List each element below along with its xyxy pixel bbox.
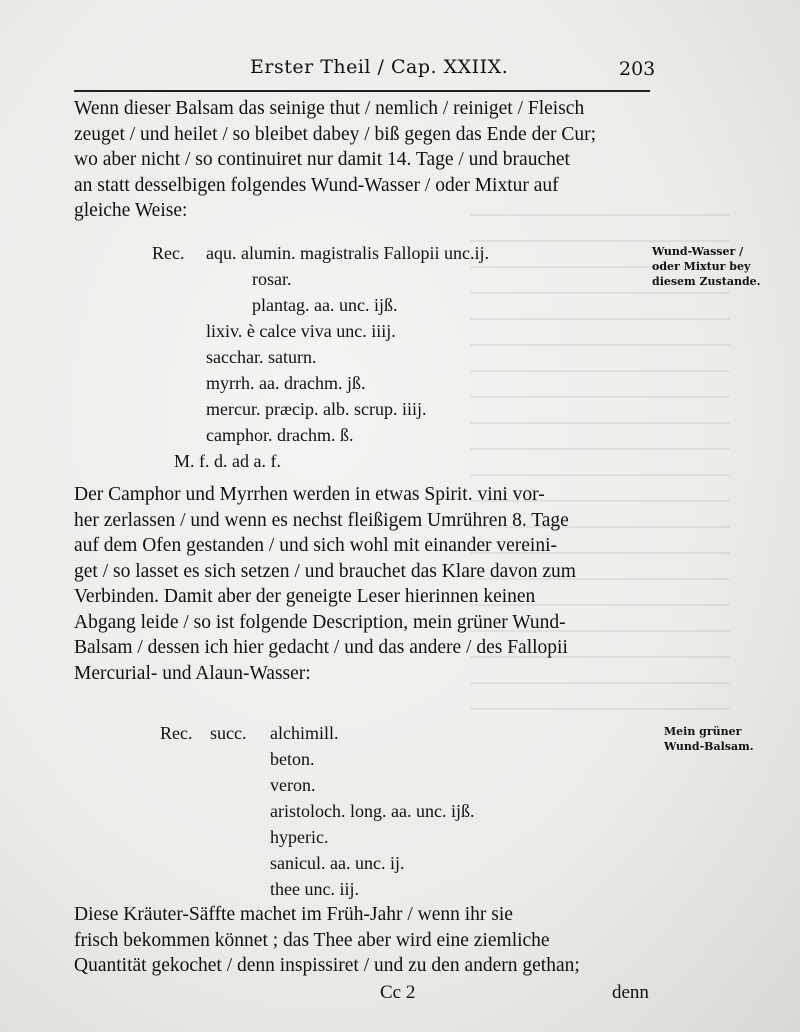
margin-note-line: Mein grüner: [664, 725, 742, 738]
ingredient: sanicul. aa. unc. ij.: [270, 853, 405, 873]
signature-mark: Cc 2: [380, 982, 416, 1003]
text-line: Diese Kräuter-Säffte machet im Früh-Jahr / wenn ihr sie: [74, 904, 513, 925]
margin-note-line: Wund-Balsam.: [664, 740, 754, 753]
recipe-row: [160, 876, 600, 902]
recipe-row: [152, 422, 612, 448]
paragraph-1: [74, 96, 654, 224]
ingredient: camphor. drachm. ß.: [206, 425, 354, 445]
text-line: zeuget / und heilet / so bleibet dabey / biß gegen das Ende der Cur;: [74, 123, 597, 145]
recipe-row: [152, 396, 612, 422]
catchword: denn: [612, 982, 649, 1003]
recipe-1: [152, 240, 612, 474]
text-line: Mercurial- und Alaun-Wasser:: [74, 662, 311, 684]
header-rule: [74, 90, 650, 92]
recipe-row: [152, 370, 612, 396]
ingredient: beton.: [270, 749, 315, 769]
ingredient: veron.: [270, 775, 316, 795]
recipe-row: [152, 344, 612, 370]
recipe-2: [160, 720, 600, 902]
recipe-row: [152, 318, 612, 344]
recipe-row: [160, 824, 600, 850]
recipe-row: [152, 266, 612, 292]
text-line: Der Camphor und Myrrhen werden in etwas Spirit. vini vor-: [74, 484, 545, 505]
text-line: Abgang leide / so ist folgende Description, mein grüner Wund-: [74, 611, 566, 633]
margin-note-wund-wasser: [652, 244, 760, 289]
recipe-closing: M. f. d. ad a. f.: [174, 451, 281, 471]
rec-label: Rec.: [152, 243, 185, 263]
page-header: [74, 56, 654, 86]
page-number: 203: [619, 58, 656, 80]
text-line: her zerlassen / und wenn es nechst fleißigem Umrühren 8. Tage: [74, 509, 569, 531]
ingredient-prefix: succ.: [210, 723, 247, 743]
ingredient: aqu. alumin. magistralis Fallopii unc.ij.: [206, 243, 489, 263]
text-line: Wenn dieser Balsam das seinige thut / nemlich / reiniget / Fleisch: [74, 98, 585, 119]
text-line: Balsam / dessen ich hier gedacht / und das andere / des Fallopii: [74, 637, 568, 658]
ingredient: lixiv. è calce viva unc. iiij.: [206, 321, 396, 341]
recipe-row: [152, 240, 612, 266]
ingredient: mercur. præcip. alb. scrup. iiij.: [206, 399, 427, 419]
ingredient: thee unc. iij.: [270, 879, 359, 899]
recipe-row: [160, 850, 600, 876]
ingredient: aristoloch. long. aa. unc. ijß.: [270, 801, 475, 821]
margin-note-wund-balsam: [664, 724, 754, 754]
recipe-row: [160, 772, 600, 798]
text-line: Quantität gekochet / denn inspissiret / und zu den andern gethan;: [74, 955, 580, 976]
rec-label: Rec.: [160, 723, 193, 743]
ingredient: sacchar. saturn.: [206, 347, 317, 367]
recipe-row: [152, 448, 612, 474]
running-head: Erster Theil / Cap. XXIIX.: [250, 56, 509, 78]
recipe-row: [160, 798, 600, 824]
text-line: wo aber nicht / so continuiret nur damit 14. Tage / und brauchet: [74, 149, 570, 170]
ingredient: myrrh. aa. drachm. jß.: [206, 373, 366, 393]
text-line: gleiche Weise:: [74, 200, 188, 221]
recipe-row: [152, 292, 612, 318]
margin-note-line: oder Mixtur bey: [652, 260, 751, 273]
ingredient: hyperic.: [270, 827, 329, 847]
margin-note-line: diesem Zustande.: [652, 275, 761, 288]
recipe-row: [160, 720, 600, 746]
margin-note-line: Wund-Wasser /: [652, 245, 744, 258]
text-line: an statt desselbigen folgendes Wund-Wasser / oder Mixtur auf: [74, 174, 559, 196]
ingredient: rosar.: [252, 269, 292, 289]
recipe-row: [160, 746, 600, 772]
text-line: auf dem Ofen gestanden / und sich wohl mit einander vereini-: [74, 535, 558, 556]
paragraph-3: [74, 902, 654, 979]
paragraph-2: [74, 482, 654, 686]
text-line: Verbinden. Damit aber der geneigte Leser hierinnen keinen: [74, 586, 536, 607]
ingredient: alchimill.: [270, 723, 339, 743]
ingredient: plantag. aa. unc. ijß.: [252, 295, 398, 315]
text-line: frisch bekommen könnet ; das Thee aber wird eine ziemliche: [74, 929, 550, 951]
text-line: get / so lasset es sich setzen / und brauchet das Klare davon zum: [74, 560, 576, 582]
